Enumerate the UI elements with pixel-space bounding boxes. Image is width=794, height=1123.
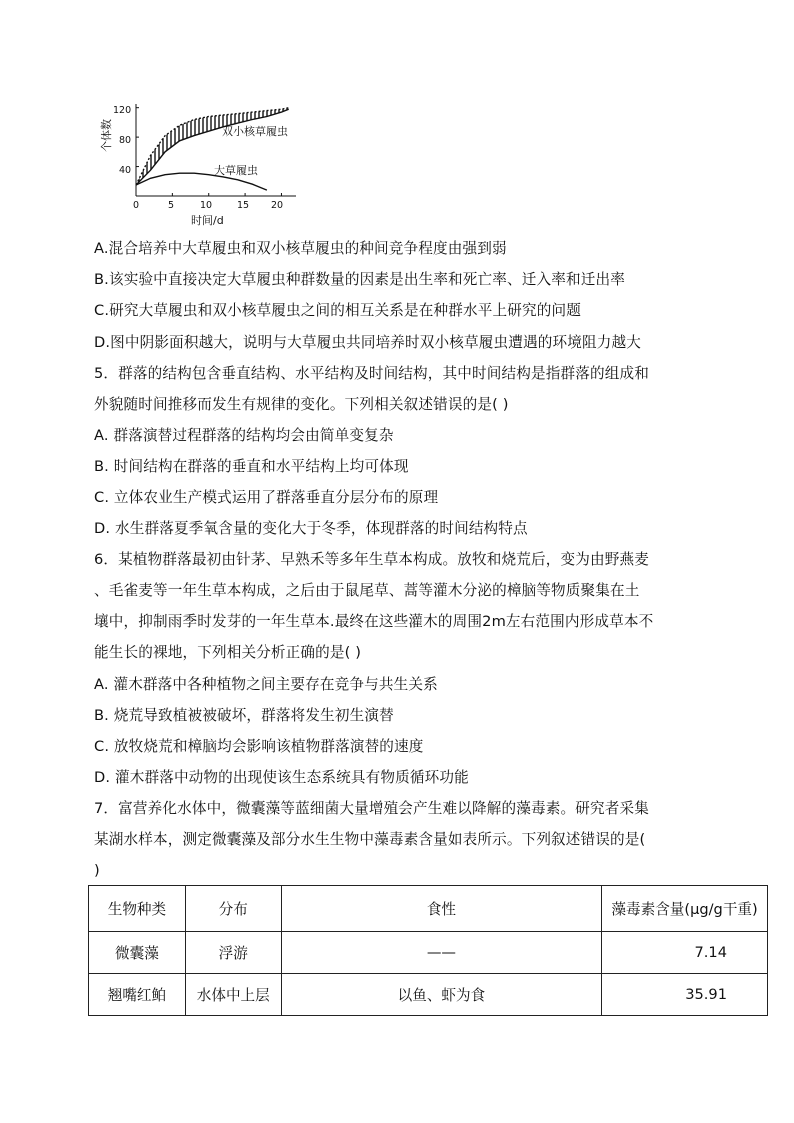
table-cell: 浮游 <box>185 932 281 974</box>
q4-option-a: A.混合培养中大草履虫和双小核草履虫的种间竞争程度由强到弱 <box>94 240 507 257</box>
table-header-cell: 生物种类 <box>89 886 186 932</box>
q6-stem-line: 能生长的裸地，下列相关分析正确的是( ) <box>94 644 362 661</box>
population-growth-chart <box>98 98 308 228</box>
chart-plot-area <box>136 108 289 196</box>
q5-option-c: C. 立体农业生产模式运用了群落垂直分层分布的原理 <box>94 489 439 506</box>
q6-option-d: D. 灌木群落中动物的出现使该生态系统具有物质循环功能 <box>94 769 469 786</box>
q7-stem-line: ) <box>94 862 100 879</box>
q6-stem-line: 壤中，抑制雨季时发芽的一年生草本.最终在这些灌木的周围2m左右范围内形成草本不 <box>94 613 654 630</box>
q6-stem-line: 6．某植物群落最初由针茅、早熟禾等多年生草本构成。放牧和烧荒后，变为由野燕麦 <box>94 551 649 568</box>
q4-option-c: C.研究大草履虫和双小核草履虫之间的相互关系是在种群水平上研究的问题 <box>94 302 581 319</box>
q4-option-b: B.该实验中直接决定大草履虫种群数量的因素是出生率和死亡率、迁入率和迁出率 <box>94 271 625 288</box>
y-tick-label: 80 <box>119 135 132 146</box>
q5-stem-line: 外貌随时间推移而发生有规律的变化。下列相关叙述错误的是( ) <box>94 396 509 413</box>
table-header-row <box>89 886 768 932</box>
x-tick-label: 0 <box>133 200 140 211</box>
table-cell: —— <box>281 932 601 974</box>
q5-option-a: A. 群落演替过程群落的结构均会由简单变复杂 <box>94 427 394 444</box>
table-row <box>89 974 768 1016</box>
table-cell: 微囊藻 <box>89 932 186 974</box>
y-tick-label: 120 <box>113 105 132 116</box>
series-label-paramecium-aurelia: 双小核草履虫 <box>222 125 288 138</box>
x-tick-label: 20 <box>271 200 284 211</box>
y-axis-label: 个体数 <box>100 119 113 152</box>
table-cell: 以鱼、虾为食 <box>281 974 601 1016</box>
table-header-cell: 分布 <box>185 886 281 932</box>
chart-svg <box>98 98 308 228</box>
q6-option-a: A. 灌木群落中各种植物之间主要存在竞争与共生关系 <box>94 676 438 693</box>
q6-option-b: B. 烧荒导致植被被破坏，群落将发生初生演替 <box>94 707 394 724</box>
table-header-cell: 藻毒素含量(μg/g干重) <box>602 886 768 932</box>
toxin-table <box>88 885 768 1016</box>
table-header-cell: 食性 <box>281 886 601 932</box>
q5-option-b: B. 时间结构在群落的垂直和水平结构上均可体现 <box>94 458 409 475</box>
q7-stem-line: 7．富营养化水体中，微囊藻等蓝细菌大量增殖会产生难以降解的藻毒素。研究者采集 <box>94 800 649 817</box>
table-cell: 7.14 <box>602 932 768 974</box>
table-cell: 35.91 <box>602 974 768 1016</box>
q5-stem-line: 5．群落的结构包含垂直结构、水平结构及时间结构，其中时间结构是指群落的组成和 <box>94 365 649 382</box>
q6-stem-line: 、毛雀麦等一年生草本构成，之后由于鼠尾草、蒿等灌木分泌的樟脑等物质聚集在土 <box>94 582 640 599</box>
table-cell: 水体中上层 <box>185 974 281 1016</box>
y-tick-label: 40 <box>119 165 132 176</box>
q5-option-d: D. 水生群落夏季氧含量的变化大于冬季，体现群落的时间结构特点 <box>94 520 528 537</box>
x-tick-label: 10 <box>200 200 213 211</box>
q4-option-d: D.图中阴影面积越大，说明与大草履虫共同培养时双小核草履虫遭遇的环境阻力越大 <box>94 334 641 351</box>
x-tick-label: 5 <box>168 200 175 211</box>
series-label-paramecium-caudatum: 大草履虫 <box>214 164 258 177</box>
table-cell: 翘嘴红鲌 <box>89 974 186 1016</box>
x-axis-label: 时间/d <box>191 214 224 227</box>
q6-option-c: C. 放牧烧荒和樟脑均会影响该植物群落演替的速度 <box>94 738 424 755</box>
x-tick-label: 15 <box>237 200 250 211</box>
shaded-area <box>136 108 289 185</box>
q7-stem-line: 某湖水样本，测定微囊藻及部分水生生物中藻毒素含量如表所示。下列叙述错误的是( <box>94 831 646 848</box>
table-row <box>89 932 768 974</box>
